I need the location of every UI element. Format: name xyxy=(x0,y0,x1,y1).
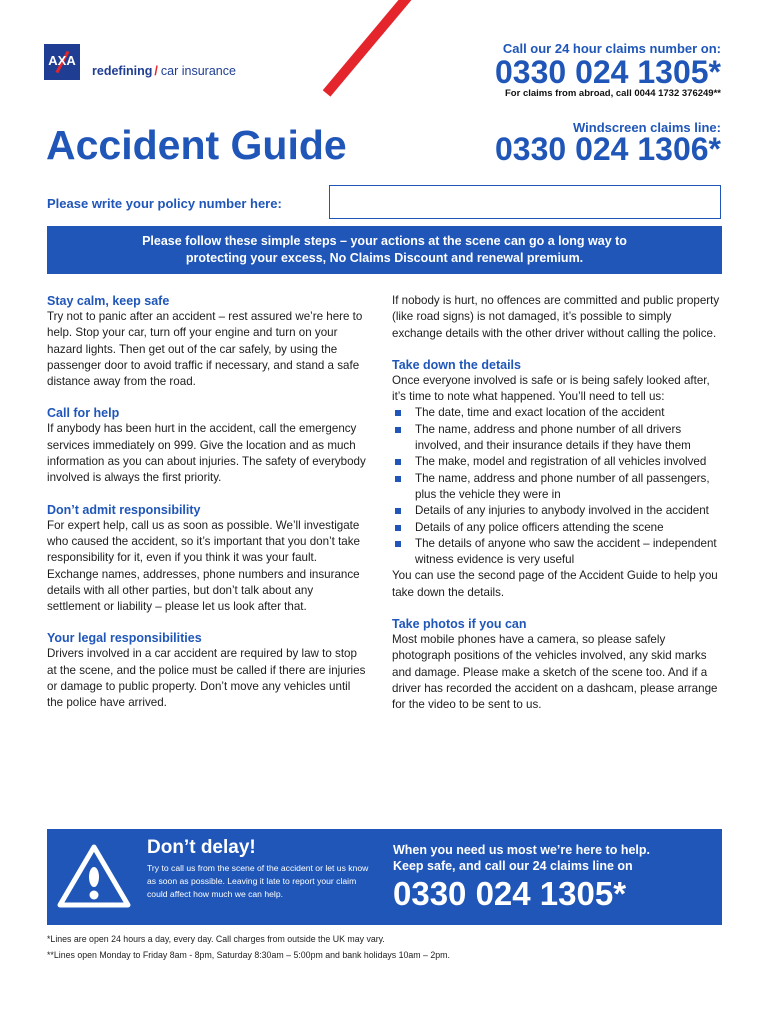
bullet-icon xyxy=(395,541,401,547)
list-item xyxy=(392,536,722,569)
footnote-2: **Lines open Monday to Friday 8am - 8pm, Saturday 8:30am – 5:00pm and bank holidays 10am – 2pm. xyxy=(47,950,450,960)
dont-delay-heading: Don’t delay! xyxy=(147,837,256,858)
tagline-separator: / xyxy=(154,64,158,78)
windscreen-title: Windscreen claims line: xyxy=(573,120,721,135)
list-item xyxy=(392,405,722,421)
abroad-claims-text: For claims from abroad, call 0044 1732 376249** xyxy=(505,88,721,99)
page-title: Accident Guide xyxy=(46,122,347,168)
bullet-icon xyxy=(395,508,401,514)
right-column xyxy=(392,293,722,729)
tagline-strong: redefining xyxy=(92,64,153,78)
help-line-1: When you need us most we’re here to help. xyxy=(393,843,650,857)
dont-delay-text: Try to call us from the scene of the accident or let us know as soon as possible. Leaving it late to report your claim could affect how much we can help. xyxy=(147,863,369,899)
help-line-2: Keep safe, and call our 24 claims line on xyxy=(393,859,633,873)
bullet-icon xyxy=(395,525,401,531)
claims-number-title: Call our 24 hour claims number on: xyxy=(502,41,721,56)
instruction-banner xyxy=(47,226,722,274)
list-item-text: The make, model and registration of all vehicles involved xyxy=(415,455,707,469)
list-item xyxy=(392,503,722,519)
details-intro: Once everyone involved is safe or is being safely looked after, it’s time to note what happened. You’ll need to tell us: xyxy=(392,373,710,404)
red-diagonal-stripe xyxy=(323,0,440,97)
bullet-icon xyxy=(395,410,401,416)
tagline xyxy=(92,64,236,78)
section-call-for-help xyxy=(47,405,367,486)
bullet-icon xyxy=(395,459,401,465)
policy-number-label: Please write your policy number here: xyxy=(47,196,282,211)
section-heading: Your legal responsibilities xyxy=(47,631,202,646)
help-message xyxy=(393,842,650,874)
logo-text: AXA xyxy=(48,53,76,68)
claims-phone-number: 0330 024 1305* xyxy=(495,54,721,90)
section-nobody-hurt xyxy=(392,293,722,342)
bottom-phone-number: 0330 024 1305* xyxy=(393,875,627,912)
banner-line-2: protecting your excess, No Claims Discount and renewal premium. xyxy=(185,251,584,265)
section-heading: Take down the details xyxy=(392,357,521,372)
section-body: If anybody has been hurt in the accident, call the emergency services immediately on 999. Give the location and as much information as you can about injuries. The safety of everybody involved is always the first priority. xyxy=(47,422,366,485)
section-body: Drivers involved in a car accident are required by law to stop at the scene, and the police must be called if there are injuries or damage to public property. Don’t move any vehicles until the police have arrived. xyxy=(47,647,366,710)
list-item-text: Details of any police officers attending the scene xyxy=(415,520,664,534)
section-body: Try not to panic after an accident – rest assured we’re here to help. Stop your car, turn off your engine and turn on your hazard lights. Then get out of the car safely, by using the passenger door to avoid traffic if necessary, and stand a safe distance away from the road. xyxy=(47,310,363,389)
details-outro: You can use the second page of the Accident Guide to help you take down the details. xyxy=(392,569,718,599)
section-heading: Take photos if you can xyxy=(392,617,527,632)
list-item-text: The name, address and phone number of all drivers involved, and their insurance details if they have them xyxy=(415,422,691,453)
bullet-icon xyxy=(395,427,401,433)
section-legal-responsibilities xyxy=(47,630,367,711)
warning-triangle-icon xyxy=(57,843,131,909)
section-heading: Call for help xyxy=(47,406,120,421)
section-dont-admit xyxy=(47,502,367,616)
list-item xyxy=(392,471,722,504)
section-body: Most mobile phones have a camera, so please safely photograph positions of the vehicles involved, any skid marks and damage. Please make a sketch of the scene too. And if a driver has recorded the accident on a dashcam, please arrange for the video to be sent to us. xyxy=(392,633,718,712)
axa-logo xyxy=(44,44,80,80)
list-item-text: The name, address and phone number of all passengers, plus the vehicle they were in xyxy=(415,471,710,501)
list-item-text: The details of anyone who saw the accident – independent witness evidence is very useful xyxy=(415,536,717,567)
windscreen-phone-number: 0330 024 1306* xyxy=(495,131,721,167)
section-heading: Don’t admit responsibility xyxy=(47,502,201,517)
section-take-photos xyxy=(392,616,722,713)
banner-line-1: Please follow these simple steps – your actions at the scene can go a long way to xyxy=(142,234,627,248)
section-body: If nobody is hurt, no offences are committed and public property (like road signs) is not damaged, it’s possible to simply exchange details with the other driver without calling the police. xyxy=(392,294,720,340)
list-item xyxy=(392,454,722,470)
section-take-down-details xyxy=(392,357,722,601)
section-body: For expert help, call us as soon as possible. We’ll investigate who caused the accident, so it’s important that you don’t take responsibility for it, even if you think it was your fault. Exchange names, addresses, phone numbers and insurance details with all other parties, but don’t talk about any settlement or liability – please let us look after that. xyxy=(47,518,361,614)
list-item xyxy=(392,520,722,536)
tagline-rest: car insurance xyxy=(160,64,236,78)
left-column xyxy=(47,293,367,727)
section-heading: Stay calm, keep safe xyxy=(47,294,170,308)
section-stay-calm xyxy=(47,293,367,390)
bullet-icon xyxy=(395,476,401,482)
list-item-text: Details of any injuries to anybody involved in the accident xyxy=(415,504,709,518)
footnote-1: *Lines are open 24 hours a day, every day. Call charges from outside the UK may vary. xyxy=(47,934,385,944)
list-item-text: The date, time and exact location of the accident xyxy=(415,406,665,420)
list-item xyxy=(392,422,722,455)
dont-delay-panel xyxy=(47,829,722,925)
policy-number-field[interactable] xyxy=(329,185,721,219)
details-list xyxy=(392,405,722,568)
